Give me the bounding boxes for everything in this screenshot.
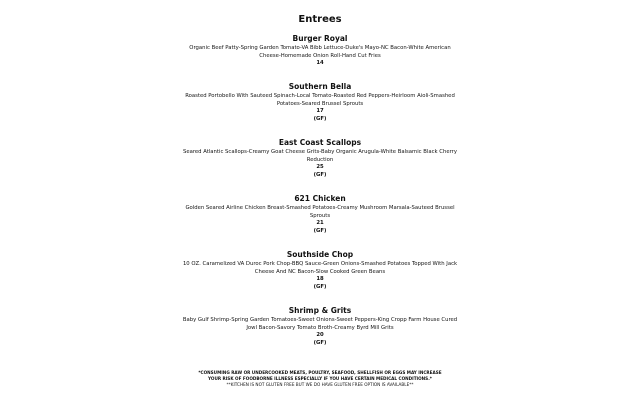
item-price: 18 xyxy=(316,276,324,283)
menu-item xyxy=(180,306,460,347)
item-price: 25 xyxy=(316,164,324,171)
item-description: Roasted Portobello With Sauteed Spinach-Local Tomato-Roasted Red Peppers-Heirloom Aioli-Smashed Potatoes-Seared Brussel Sprouts xyxy=(185,93,455,107)
item-name: Burger Royal xyxy=(292,34,348,43)
item-name: Southside Chop xyxy=(286,250,354,259)
item-price: 21 xyxy=(316,220,324,227)
gluten-free-tag: (GF) xyxy=(313,339,327,346)
item-name: Southern Bella xyxy=(288,82,352,91)
item-price: 14 xyxy=(316,60,324,67)
gluten-free-tag: (GF) xyxy=(313,227,327,234)
item-price: 20 xyxy=(316,332,324,339)
menu-item xyxy=(180,138,460,179)
item-description: Golden Seared Airline Chicken Breast-Smashed Potatoes-Creamy Mushroom Marsala-Sauteed Brussel Sprouts xyxy=(185,205,455,219)
item-name: 621 Chicken xyxy=(294,194,346,203)
item-name: East Coast Scallops xyxy=(278,138,362,147)
menu-item xyxy=(180,82,460,123)
item-price: 17 xyxy=(316,108,324,115)
raw-food-warning-line-1: *CONSUMING RAW OR UNDERCOOKED MEATS, POULTRY, SEAFOOD, SHELLFISH OR EGGS MAY INCREASE xyxy=(198,370,442,375)
item-name: Shrimp & Grits xyxy=(288,306,352,315)
item-description: Organic Beef Patty-Spring Garden Tomato-VA Bibb Lettuce-Duke's Mayo-NC Bacon-White American Cheese-Homemade Onion Roll-Hand Cut Fries xyxy=(189,45,451,59)
footer-disclaimer xyxy=(140,370,500,388)
item-description: 10 OZ. Caramelized VA Duroc Pork Chop-BBQ Sauce-Green Onions-Smashed Potatoes Topped With Jack Cheese And NC Bacon-Slow Cooked Green Beans xyxy=(182,261,458,275)
gluten-free-notice: **KITCHEN IS NOT GLUTEN FREE BUT WE DO HAVE GLUTEN FREE OPTION IS AVAILABLE** xyxy=(226,382,414,387)
gluten-free-tag: (GF) xyxy=(313,171,327,178)
gluten-free-tag: (GF) xyxy=(313,115,327,122)
menu-item xyxy=(180,194,460,235)
raw-food-warning-line-2: YOUR RISK OF FOODBORNE ILLNESS ESPECIALLY IF YOU HAVE CERTAIN MEDICAL CONDITIONS.* xyxy=(208,376,432,381)
menu-item xyxy=(180,34,460,68)
item-description: Seared Atlantic Scallops-Creamy Goat Cheese Grits-Baby Organic Arugula-White Balsamic Black Cherry Reduction xyxy=(182,149,457,163)
gluten-free-tag: (GF) xyxy=(313,283,327,290)
menu-item xyxy=(180,250,460,291)
item-description: Baby Gulf Shrimp-Spring Garden Tomatoes-Sweet Onions-Sweet Peppers-King Cropp Farm House Cured Jowl Bacon-Savory Tomato Broth-Creamy Byrd Mill Grits xyxy=(182,317,458,331)
section-title: Entrees xyxy=(298,14,342,25)
